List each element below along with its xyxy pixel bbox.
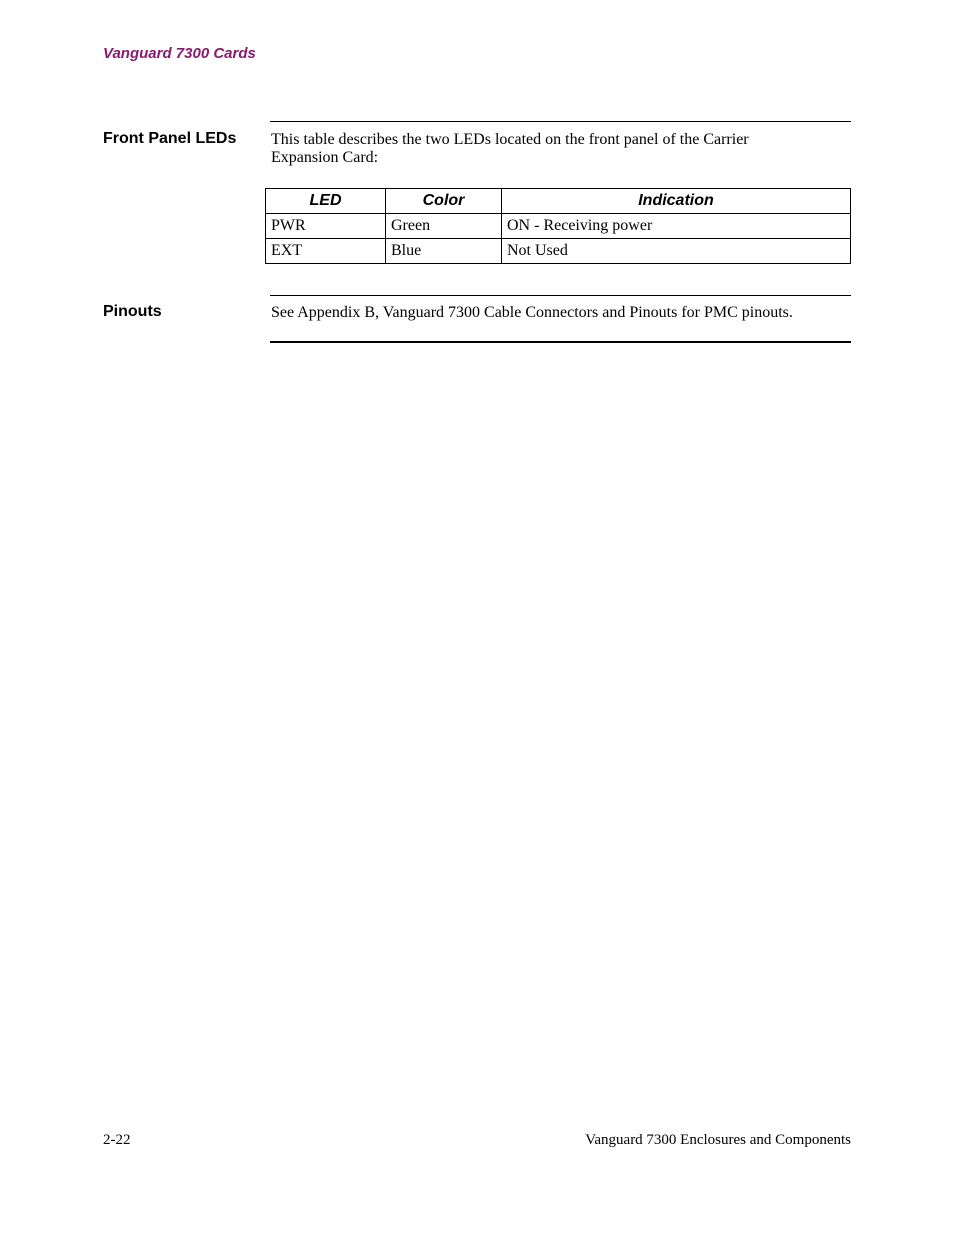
pinouts-heading: Pinouts xyxy=(103,303,162,320)
section-divider-pinouts xyxy=(270,295,851,296)
led-table xyxy=(265,188,851,264)
page-number: 2-22 xyxy=(103,1132,131,1148)
section-divider-top xyxy=(270,121,851,122)
front-panel-leds-heading: Front Panel LEDs xyxy=(103,130,237,147)
table-header-row xyxy=(266,189,851,214)
intro-line-2: Expansion Card: xyxy=(271,149,379,166)
column-header-led: LED xyxy=(266,189,386,214)
footer-book-title: Vanguard 7300 Enclosures and Components xyxy=(585,1132,851,1148)
section-divider-bottom xyxy=(270,341,851,343)
cell-color: Green xyxy=(386,214,502,239)
column-header-indication: Indication xyxy=(502,189,851,214)
front-panel-leds-intro xyxy=(271,131,849,167)
table-row xyxy=(266,239,851,264)
column-header-color: Color xyxy=(386,189,502,214)
running-header: Vanguard 7300 Cards xyxy=(103,45,256,62)
pinouts-text: See Appendix B, Vanguard 7300 Cable Connectors and Pinouts for PMC pinouts. xyxy=(271,304,793,321)
cell-led: PWR xyxy=(266,214,386,239)
intro-line-1: This table describes the two LEDs located on the front panel of the Carrier xyxy=(271,131,749,148)
cell-color: Blue xyxy=(386,239,502,264)
cell-indication: ON - Receiving power xyxy=(502,214,851,239)
cell-indication: Not Used xyxy=(502,239,851,264)
table-row xyxy=(266,214,851,239)
cell-led: EXT xyxy=(266,239,386,264)
